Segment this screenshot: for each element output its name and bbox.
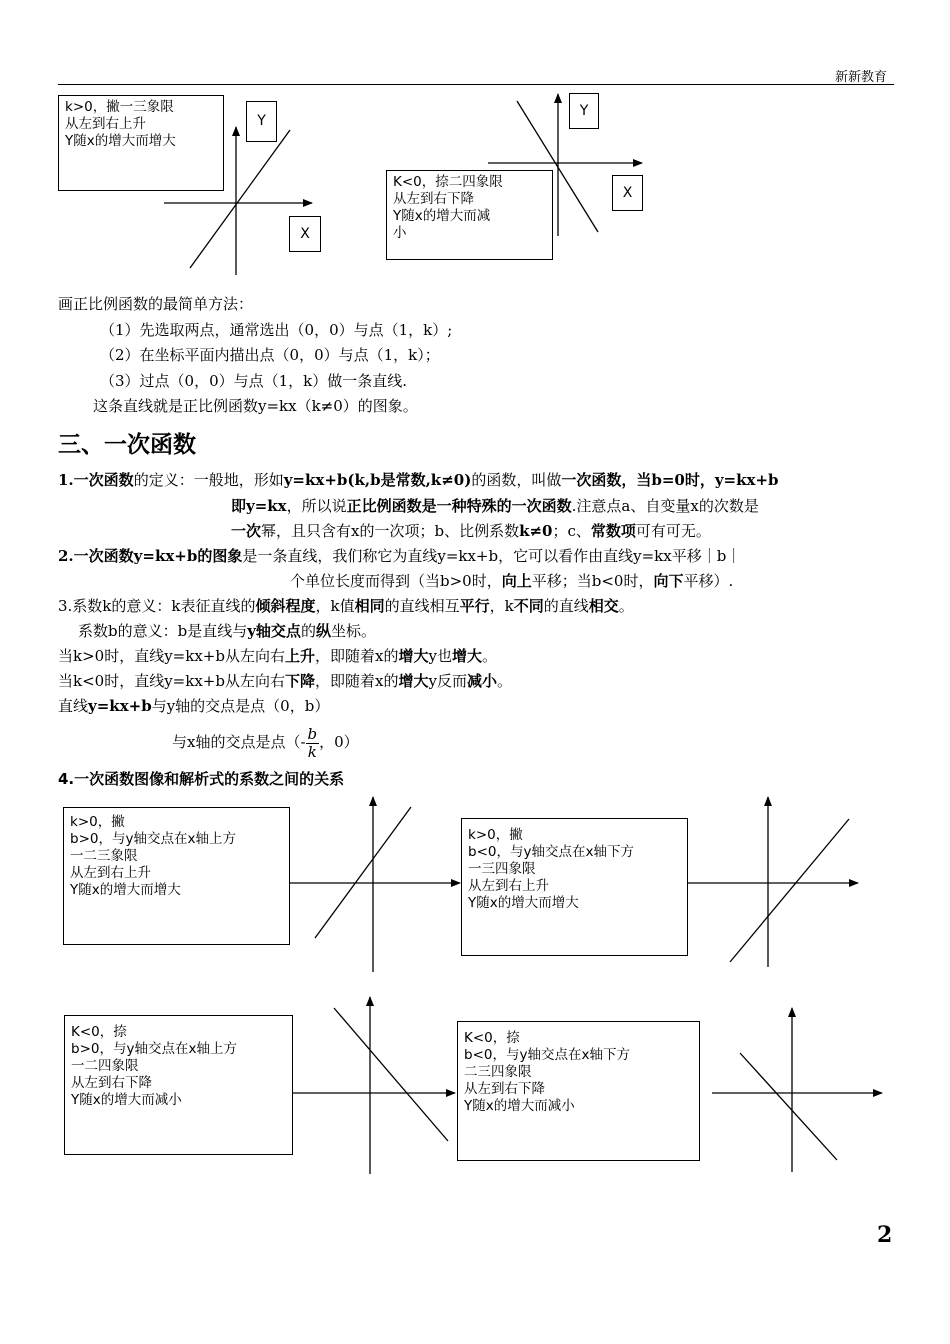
def3-text: 的 bbox=[300, 622, 316, 640]
line-text: 与y轴的交点是点（0，b） bbox=[151, 697, 330, 715]
k-positive-line bbox=[58, 644, 497, 668]
section-title: 三、一次函数 bbox=[58, 432, 196, 458]
line-text: y反而 bbox=[428, 672, 467, 690]
def3-emph: 纵 bbox=[315, 622, 331, 640]
box-line: 从左到右上升 bbox=[70, 865, 151, 881]
box-line: Y随x的增大而增大 bbox=[70, 882, 181, 898]
line-text: ，即随着x的 bbox=[314, 672, 399, 690]
def3-text: ，k值 bbox=[315, 597, 355, 615]
box-line: 一二三象限 bbox=[70, 848, 138, 864]
line-emph: 减小 bbox=[466, 672, 497, 690]
fig1-left-box-line: Y随x的增大而增大 bbox=[65, 133, 176, 149]
line-text: 。 bbox=[481, 647, 497, 665]
graph-b2-line bbox=[730, 819, 849, 962]
box-k-neg-b-neg bbox=[457, 1021, 700, 1161]
method-conclusion: 这条直线就是正比例函数y=kx（k≠0）的图象。 bbox=[93, 397, 418, 415]
box-line: Y随x的增大而增大 bbox=[468, 895, 579, 911]
def2-down: 向下 bbox=[653, 572, 684, 590]
line-emph: 增大 bbox=[398, 672, 429, 690]
box-k-pos-b-pos bbox=[63, 807, 290, 945]
def1-l2-text: ，所以说 bbox=[286, 497, 347, 515]
def1-l2-emph: 正比例函数是一种特殊的一次函数 bbox=[346, 497, 572, 515]
def2-text: 平移；当b<0时， bbox=[531, 572, 654, 590]
def1-line1 bbox=[58, 468, 779, 492]
fig1-left-box-line: k>0，撇一三象限 bbox=[65, 99, 174, 115]
def1-l3-const: 常数项 bbox=[590, 522, 636, 540]
fig1-right-x-label: X bbox=[612, 175, 643, 211]
box-line: K<0，捺 bbox=[464, 1030, 520, 1046]
def1-term: 一次函数 bbox=[73, 471, 134, 489]
line-text: 当k>0时，直线y=kx+b从左向右 bbox=[58, 647, 285, 665]
box-line: k>0，撇 bbox=[70, 814, 125, 830]
def3-line1 bbox=[58, 594, 634, 618]
def3-emph: 不同 bbox=[513, 597, 544, 615]
def2-up: 向上 bbox=[501, 572, 532, 590]
def3-text: ，k bbox=[489, 597, 514, 615]
line-text: ，0） bbox=[319, 733, 359, 751]
graph-b4 bbox=[740, 1008, 837, 1172]
fig1-right-box-line: 从左到右下降 bbox=[393, 191, 474, 207]
box-line: b<0，与y轴交点在x轴下方 bbox=[464, 1047, 630, 1063]
def1-l3-text: 可有可无。 bbox=[635, 522, 711, 540]
fig1-left-box-line: 从左到右上升 bbox=[65, 116, 146, 132]
def1-text: 的定义：一般地，形如 bbox=[133, 471, 284, 489]
def3-text: 3.系数k的意义：k表征直线的 bbox=[58, 597, 256, 615]
fig1-left-box bbox=[58, 95, 224, 191]
page-number: 2 bbox=[877, 1222, 893, 1248]
box-k-neg-b-pos bbox=[64, 1015, 293, 1155]
sec4-title: 4.一次函数图像和解析式的系数之间的关系 bbox=[58, 770, 345, 788]
fig1-right-box bbox=[386, 170, 553, 260]
x-intercept-line bbox=[172, 722, 359, 762]
fraction-denominator: k bbox=[307, 742, 317, 761]
line-emph: 增大 bbox=[398, 647, 429, 665]
method-title: 画正比例函数的最简单方法： bbox=[58, 295, 254, 313]
def1-line2 bbox=[231, 494, 759, 518]
box-line: Y随x的增大而减小 bbox=[71, 1092, 182, 1108]
y-intercept-line bbox=[58, 694, 329, 718]
graph-b2 bbox=[730, 797, 849, 967]
line-emph: 上升 bbox=[284, 647, 315, 665]
method-step: （3）过点（0，0）与点（1，k）做一条直线. bbox=[100, 372, 408, 390]
graph-b1-line bbox=[315, 807, 411, 938]
fig1-left-x-label: X bbox=[289, 216, 321, 252]
line-text: 。 bbox=[496, 672, 512, 690]
graph-b4-line bbox=[740, 1053, 837, 1160]
def1-l3-emph: 一次 bbox=[231, 522, 262, 540]
method-step: （2）在坐标平面内描出点（0，0）与点（1，k）； bbox=[100, 346, 440, 364]
line-emph: 增大 bbox=[451, 647, 482, 665]
def1-num: 1. bbox=[58, 471, 74, 489]
box-line: Y随x的增大而减小 bbox=[464, 1098, 575, 1114]
def3-text: 系数b的意义：b是直线与 bbox=[78, 622, 248, 640]
def3-emph: 平行 bbox=[459, 597, 490, 615]
line-text: y也 bbox=[428, 647, 452, 665]
def1-term2: 一次函数 bbox=[561, 471, 622, 489]
def2-line2 bbox=[290, 569, 733, 593]
def2-term: 2.一次函数y=kx+b的图象 bbox=[58, 547, 243, 565]
graph-b3 bbox=[334, 997, 448, 1174]
graph-b1 bbox=[315, 797, 411, 972]
def3-text: 坐标。 bbox=[330, 622, 376, 640]
def3-emph: 相交 bbox=[588, 597, 619, 615]
k-negative-line bbox=[58, 669, 512, 693]
line-emph: 下降 bbox=[284, 672, 315, 690]
box-line: 从左到右上升 bbox=[468, 878, 549, 894]
def1-text: 的函数，叫做 bbox=[471, 471, 562, 489]
method-step: （1）先选取两点，通常选出（0，0）与点（1，k）; bbox=[100, 321, 453, 339]
box-k-pos-b-neg bbox=[461, 818, 688, 956]
box-line: 一三四象限 bbox=[468, 861, 536, 877]
line-text: 直线 bbox=[58, 697, 89, 715]
def1-l3-k: k≠0 bbox=[519, 522, 553, 540]
def3-text: 的直线 bbox=[543, 597, 589, 615]
def1-l2-formula: 即y=kx bbox=[231, 497, 287, 515]
def3-emph: 相同 bbox=[354, 597, 385, 615]
def1-text-bold: ，当b=0时，y=kx+b bbox=[621, 471, 779, 489]
line-text: 当k<0时，直线y=kx+b从左向右 bbox=[58, 672, 285, 690]
fig1-left-y-label: Y bbox=[246, 101, 277, 142]
box-line: 一二四象限 bbox=[71, 1058, 139, 1074]
box-line: K<0，捺 bbox=[71, 1024, 127, 1040]
def2-line1 bbox=[58, 544, 741, 568]
def3-line2 bbox=[78, 619, 376, 643]
def1-l3-text: ；c、 bbox=[552, 522, 591, 540]
box-line: 从左到右下降 bbox=[71, 1075, 152, 1091]
header-title: 新新教育 bbox=[835, 70, 888, 85]
fig1-right-y-label: Y bbox=[569, 93, 599, 129]
box-line: b<0，与y轴交点在x轴下方 bbox=[468, 844, 634, 860]
line-text: ，即随着x的 bbox=[314, 647, 399, 665]
box-line: k>0，撇 bbox=[468, 827, 523, 843]
def3-text: 的直线相互 bbox=[384, 597, 460, 615]
def2-text: 平移）. bbox=[683, 572, 734, 590]
def3-emph: 倾斜程度 bbox=[255, 597, 316, 615]
def1-l2-text: .注意点a、自变量x的次数是 bbox=[571, 497, 759, 515]
def1-l3-text: 幂，且只含有x的一次项；b、比例系数 bbox=[261, 522, 520, 540]
def2-text: 个单位长度而得到（当b>0时， bbox=[290, 572, 502, 590]
fig1-right-box-line: Y随x的增大而减 bbox=[393, 208, 491, 224]
def3-text: 。 bbox=[618, 597, 634, 615]
box-line: 从左到右下降 bbox=[464, 1081, 545, 1097]
box-line: b>0，与y轴交点在x轴上方 bbox=[70, 831, 236, 847]
fig1-right-box-line: 小 bbox=[393, 225, 407, 241]
def1-line3 bbox=[231, 519, 711, 543]
def3-emph: y轴交点 bbox=[247, 622, 301, 640]
fig1-right-box-line: K<0，捺二四象限 bbox=[393, 174, 503, 190]
def1-formula: y=kx+b(k,b是常数,k≠0) bbox=[283, 471, 472, 489]
box-line: 二三四象限 bbox=[464, 1064, 532, 1080]
def2-text: 是一条直线，我们称它为直线y=kx+b，它可以看作由直线y=kx平移｜b｜ bbox=[242, 547, 742, 565]
line-text: 与x轴的交点是点（- bbox=[172, 733, 306, 751]
line-formula: y=kx+b bbox=[88, 697, 152, 715]
box-line: b>0，与y轴交点在x轴上方 bbox=[71, 1041, 237, 1057]
fraction-numerator: b bbox=[307, 724, 318, 743]
graph-b3-line bbox=[334, 1008, 448, 1141]
fraction-b-over-k bbox=[306, 726, 320, 761]
